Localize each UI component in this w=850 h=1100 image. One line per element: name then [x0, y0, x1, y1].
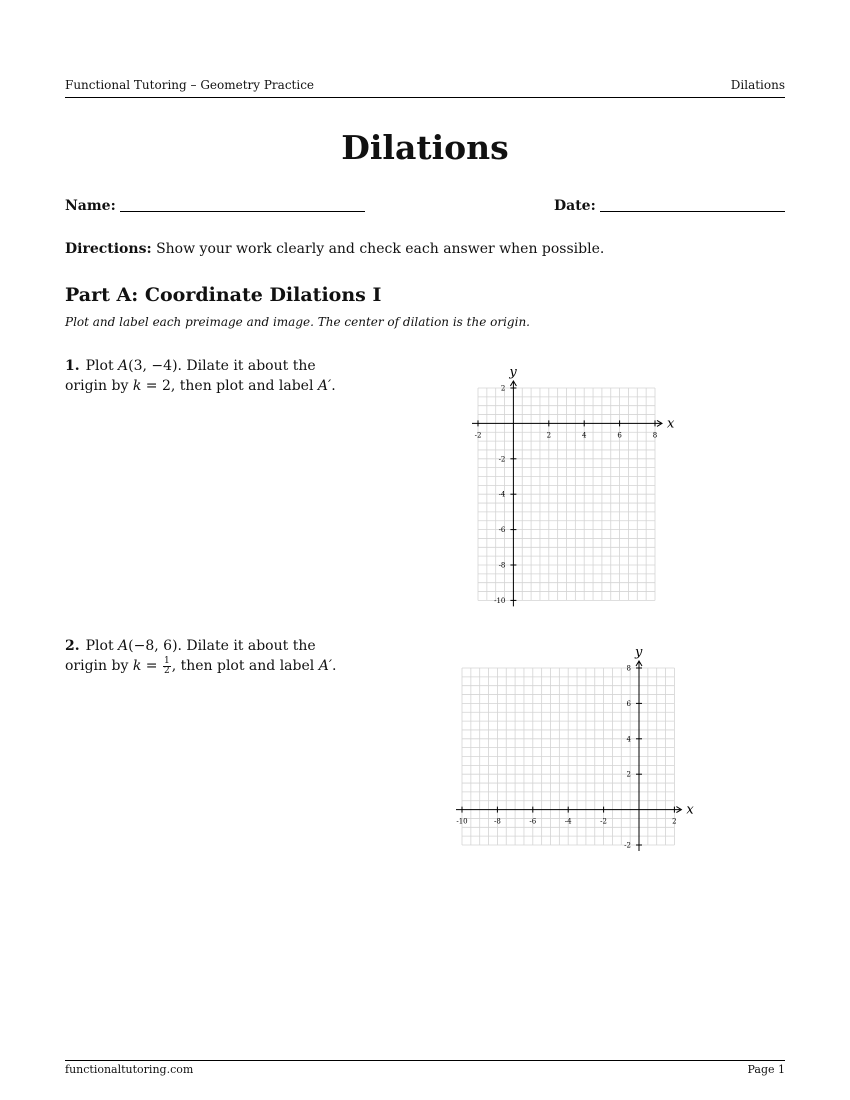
- problem-2-k-den: 2: [163, 665, 170, 676]
- y-tick-label: 4: [626, 735, 631, 744]
- footer-left-text: functionaltutoring.com: [65, 1063, 194, 1076]
- problem-1-end: .: [331, 378, 336, 394]
- x-tick-label: -2: [600, 817, 608, 826]
- directions-text: Show your work clearly and check each answer when possible.: [156, 241, 605, 257]
- y-tick-label: 2: [500, 384, 506, 393]
- directions-label: Directions:: [65, 241, 152, 257]
- problem-1-k-value: 2: [161, 378, 171, 394]
- y-tick-label: -4: [498, 490, 506, 499]
- problem-1-text: origin by: [65, 378, 133, 394]
- date-label: Date:: [554, 198, 596, 214]
- part-subtitle: Plot and label each preimage and image. The center of dilation is the origin.: [65, 315, 530, 329]
- y-tick-label: -8: [498, 561, 506, 570]
- problem-1-text: . Dilate it about the: [177, 358, 316, 374]
- y-tick-label: -10: [494, 596, 506, 605]
- problem-2-k-var: k: [132, 658, 142, 674]
- problem-1-image-point: A′: [317, 378, 332, 394]
- y-tick-label: 8: [626, 664, 631, 673]
- y-axis-label: y: [635, 645, 643, 660]
- y-tick-label: 6: [626, 699, 631, 708]
- x-axis-label: x: [686, 802, 694, 818]
- directions: [65, 241, 604, 257]
- page-title: Dilations: [341, 128, 509, 167]
- problem-1-text: , then plot and label: [170, 378, 318, 394]
- date-field[interactable]: [600, 211, 785, 212]
- x-tick-label: -6: [529, 817, 537, 826]
- problem-1-point: A: [118, 358, 129, 374]
- name-label: Name:: [65, 198, 116, 214]
- header-rule: [65, 97, 785, 98]
- coordinate-grid-1[interactable]: [455, 355, 695, 615]
- problem-2-k-fraction: [163, 657, 171, 676]
- problem-2-text: origin by: [65, 658, 133, 674]
- x-tick-label: -2: [474, 431, 482, 440]
- x-tick-label: -4: [564, 817, 572, 826]
- x-tick-label: -8: [493, 817, 501, 826]
- x-tick-label: 8: [652, 431, 658, 440]
- problem-1-line-2: [65, 376, 345, 396]
- problem-2-text: , then plot and label: [171, 658, 319, 674]
- problem-2-end: .: [332, 658, 337, 674]
- name-field[interactable]: [120, 211, 365, 212]
- problem-2: [65, 636, 345, 676]
- problem-1-text: Plot: [85, 358, 119, 374]
- x-tick-label: 4: [581, 431, 587, 440]
- problem-2-number: 2.: [65, 638, 80, 654]
- coordinate-grid-2[interactable]: [440, 635, 710, 860]
- problem-2-line-2: [65, 656, 345, 676]
- footer-rule: [65, 1060, 785, 1061]
- part-title: Part A: Coordinate Dilations I: [65, 284, 382, 306]
- header-left-text: Functional Tutoring – Geometry Practice: [65, 78, 315, 92]
- problem-2-point: A: [118, 638, 129, 654]
- problem-2-text: Plot: [85, 638, 119, 654]
- header-right-text: Dilations: [730, 78, 785, 92]
- problem-2-line-1: [65, 636, 345, 656]
- problem-2-k-eq: =: [141, 658, 162, 674]
- footer-right-text: Page 1: [747, 1063, 785, 1076]
- y-tick-label: -2: [498, 455, 506, 464]
- y-tick-label: -2: [624, 841, 631, 850]
- problem-1-number: 1.: [65, 358, 80, 374]
- x-axis-label: x: [667, 416, 675, 432]
- problem-1-coords: (3, −4): [128, 358, 178, 374]
- problem-1: [65, 356, 345, 396]
- problem-1-k-eq: =: [141, 378, 162, 394]
- y-axis-label: y: [509, 365, 517, 380]
- problem-2-coords: (−8, 6): [128, 638, 178, 654]
- x-tick-label: 2: [546, 431, 552, 440]
- x-tick-label: -10: [456, 817, 468, 826]
- y-tick-label: -6: [498, 526, 506, 535]
- x-tick-label: 6: [617, 431, 622, 440]
- problem-1-line-1: [65, 356, 345, 376]
- y-tick-label: 2: [626, 770, 631, 779]
- problem-2-text: . Dilate it about the: [177, 638, 316, 654]
- problem-1-k-var: k: [132, 378, 142, 394]
- problem-2-image-point: A′: [318, 658, 332, 674]
- problem-2-k-num: 1: [163, 655, 170, 666]
- x-tick-label: 2: [672, 817, 677, 826]
